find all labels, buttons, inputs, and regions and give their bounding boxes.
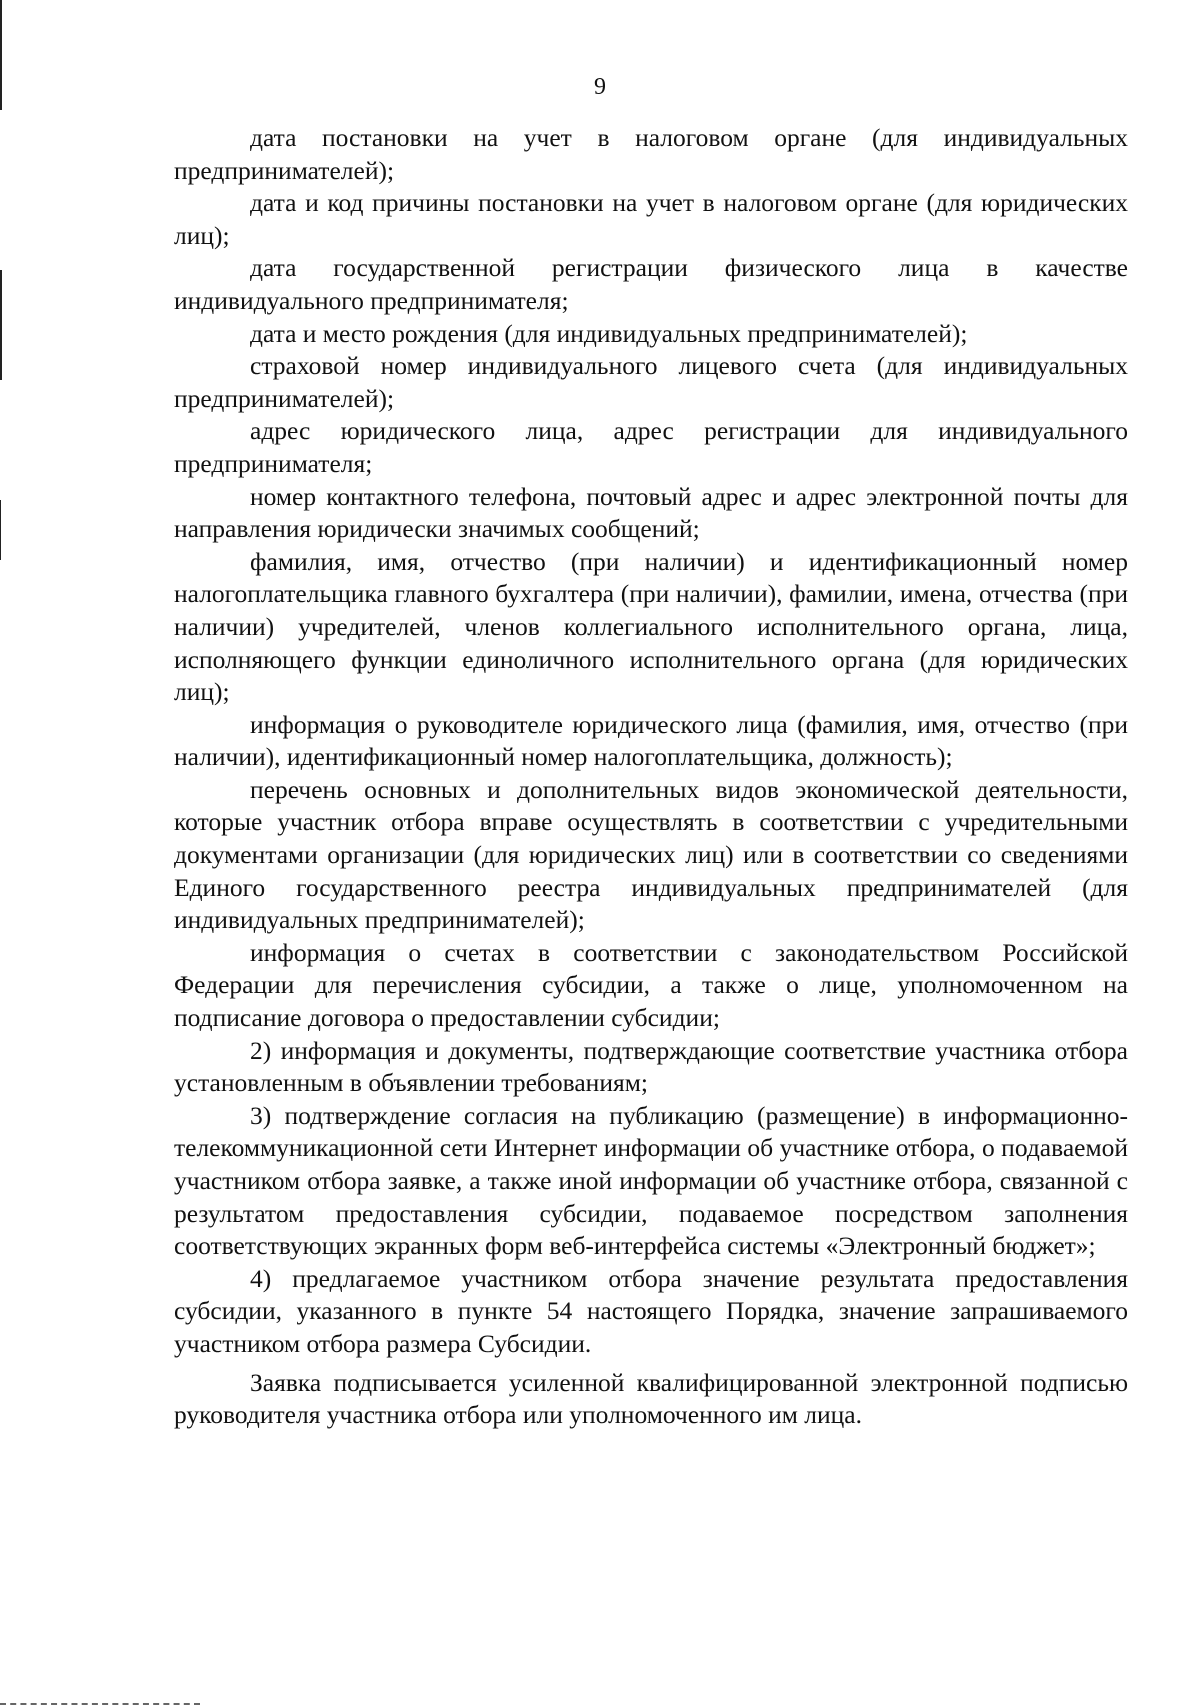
paragraph: дата и код причины постановки на учет в налоговом органе (для юридических лиц); [174, 188, 1128, 250]
scan-bottom-mark [0, 1703, 200, 1708]
paragraph: информация о руководителе юридического лица (фамилия, имя, отчество (при наличии), идентификационный номер налогоплательщика, должность); [174, 709, 1128, 772]
paragraph: перечень основных и дополнительных видов экономической деятельности, которые участник отбора вправе осуществлять в соответствии с учредительными документами организации (для юридических лиц) или в соответствии со сведениями Единого государственного реестра индивидуальных предпринимателей (для индивидуальных предпринимателей); [174, 774, 1128, 935]
paragraph: страховой номер индивидуального лицевого счета (для индивидуальных предпринимателей); [174, 351, 1128, 413]
paragraph: 3) подтверждение согласия на публикацию (размещение) в информационно-телекоммуникационной сети Интернет информации об участнике отбора, о подаваемой участником отбора заявке, а также иной информации об участнике отбора, связанной с результатом предоставления субсидии, подаваемое посредством заполнения соответствующих экранных форм веб-интерфейса системы «Электронный бюджет»; [174, 1100, 1128, 1261]
paragraph: 4) предлагаемое участником отбора значение результата предоставления субсидии, указанного в пункте 54 настоящего Порядка, значение запрашиваемого участником отбора размера Субсидии. [174, 1263, 1128, 1358]
paragraph: дата государственной регистрации физического лица в качестве индивидуального предпринимателя; [174, 253, 1128, 315]
page-number: 9 [594, 74, 606, 100]
scan-edge-mark [0, 500, 1, 560]
paragraph: фамилия, имя, отчество (при наличии) и идентификационный номер налогоплательщика главного бухгалтера (при наличии), фамилии, имена, отчества (при наличии) учредителей, членов коллегиального исполнительного органа, лица, исполняющего функции единоличного исполнительного органа (для юридических лиц); [174, 546, 1128, 707]
document-body [174, 122, 1128, 1432]
paragraph: адрес юридического лица, адрес регистрации для индивидуального предпринимателя; [174, 416, 1128, 478]
paragraph: дата постановки на учет в налоговом органе (для индивидуальных предпринимателей); [174, 123, 1128, 185]
paragraph: Заявка подписывается усиленной квалифицированной электронной подписью руководителя участника отбора или уполномоченного им лица. [174, 1367, 1128, 1430]
scan-edge-mark [0, 270, 2, 380]
paragraph: информация о счетах в соответствии с законодательством Российской Федерации для перечисления субсидии, а также о лице, уполномоченном на подписание договора о предоставлении субсидии; [174, 937, 1128, 1033]
paragraph: 2) информация и документы, подтверждающие соответствие участника отбора установленным в объявлении требованиям; [174, 1035, 1128, 1098]
paragraph: дата и место рождения (для индивидуальных предпринимателей); [250, 318, 968, 348]
paragraph: номер контактного телефона, почтовый адрес и адрес электронной почты для направления юридически значимых сообщений; [174, 481, 1128, 544]
